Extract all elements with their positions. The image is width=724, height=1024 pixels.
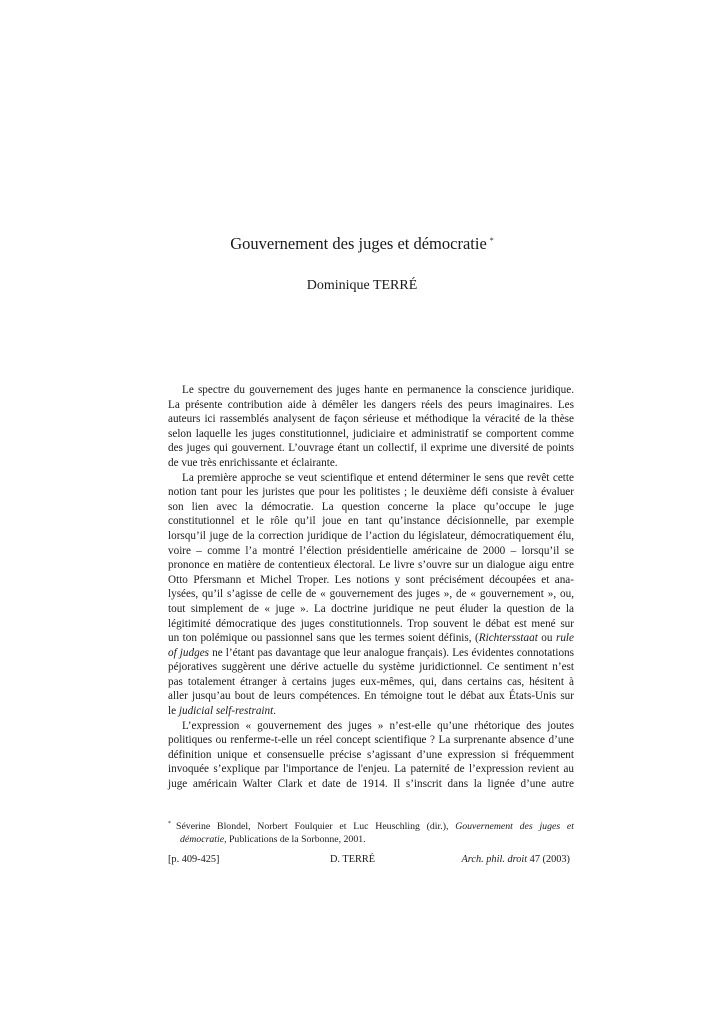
body-text: . (273, 705, 277, 718)
body-line: Le spectre du gouvernement des juges hante en permanence la conscience juridique. (182, 384, 574, 396)
body-text: ne l’étant pas davantage que leur analogue français). Les évidentes connotations (209, 646, 574, 659)
body-line: selon laquelle les juges constitutionnel, judiciaire et administratif se comportent comme (168, 427, 574, 440)
body-line: auteurs ici rassemblés analysent de façon sérieuse et méthodique la véracité de la thèse (168, 413, 574, 426)
body-line: définition unique et consensuelle précise s’agissant d’une expression si fréquemment (168, 748, 574, 761)
footnote (168, 818, 574, 846)
body-line: tout simplement de « juge ». La doctrine juridique ne peut éluder la question de la (168, 602, 574, 615)
body-line: son lien avec la démocratie. La question concerne la place qu’occupe le juge (168, 500, 574, 513)
journal-citation (462, 853, 571, 867)
body-line: lorsqu’il juge de la correction juridique de l’action du législateur, démocratiquement élu, (168, 529, 574, 542)
footnote-line (168, 818, 574, 833)
title-footnote-mark: * (489, 236, 494, 245)
article-author: Dominique TERRÉ (306, 278, 418, 293)
body-line: invoquée s’explique par l'importance de l'enjeu. La paternité de l’expression revient au (168, 763, 574, 776)
body-italic-term: judicial self-restraint (178, 705, 274, 718)
body-line: légitimité démocratique des juges constitutionnels. Trop souvent le débat est mené sur (168, 617, 574, 630)
body-text: le (168, 705, 179, 718)
body-line: prononce en matière de contentieux électoral. Le livre s’ouvre sur un dialogue aigu entre (168, 559, 574, 572)
body-line: voire – comme l’a montré l’élection présidentielle américaine de 2000 – lorsqu’il se (168, 544, 574, 557)
running-author: D. TERRÉ (330, 854, 376, 865)
body-line: notion tant pour les juristes que pour les politistes ; le deuxième défi consiste à évaluer (168, 486, 574, 499)
journal-volume-year: 47 (2003) (527, 854, 570, 865)
body-line: pas totalement étranger à certains juges eux-mêmes, qui, dans certains cas, hésitent à (168, 675, 574, 688)
body-line: constitutionnel et le rôle qu’il joue en tant qu’instance décisionnelle, par exemple (168, 515, 574, 528)
body-line: aller jusqu’au bout de leurs compétences. En témoigne tout le débat aux États-Unis sur (168, 690, 574, 703)
body-line (168, 646, 574, 661)
journal-name: Arch. phil. droit (461, 854, 528, 865)
article-title-text: Gouvernement des juges et démocratie (230, 234, 487, 253)
footnote-text: , Publications de la Sorbonne, 2001. (224, 834, 366, 845)
footnote-mark: * (168, 821, 171, 827)
body-line: La présente contribution aide à démêler les dangers réels des peurs imaginaires. Les (168, 398, 574, 411)
body-italic-term: of judges (168, 646, 210, 659)
footnote-book-title: démocratie (180, 834, 225, 845)
body-line: lysées, qu’il s’agisse de celle de « gouvernement des juges », de « gouvernement », ou, (168, 588, 574, 601)
body-line: Otto Pfersmann et Michel Troper. Les notions y sont précisément découpées et ana- (168, 573, 574, 586)
footnote-book-title: Gouvernement des juges et (455, 821, 574, 832)
body-line: des juges qui gouvernent. L’ouvrage étant un collectif, il exprime une diversité de points (168, 442, 574, 455)
footnote-line (168, 833, 574, 846)
body-line: L’expression « gouvernement des juges » n’est-elle qu’une rhétorique des joutes (182, 719, 574, 732)
body-line (168, 631, 574, 646)
body-text: un ton polémique ou passionnel sans que les termes soient définis, ( (168, 632, 479, 645)
body-line (168, 704, 574, 719)
body-line: de vue très enrichissante et éclairante. (168, 456, 338, 469)
body-line: juge américain Walter Clark et date de 1914. Il s’inscrit dans la lignée d’une autre (168, 778, 574, 791)
page-range: [p. 409-425] (168, 854, 220, 865)
body-line: politiques ou renferme-t-elle un réel concept scientifique ? La surprenante absence d’une (168, 734, 574, 747)
body-italic-term: rule (555, 632, 574, 645)
article-body (168, 383, 574, 792)
footnote-text: Séverine Blondel, Norbert Foulquier et Luc Heuschling (dir.), (176, 821, 456, 832)
article-title (0, 231, 724, 254)
body-line: La première approche se veut scientifique et entend déterminer le sens que revêt cette (182, 471, 574, 484)
body-text: ou (537, 632, 556, 645)
body-line: péjoratives suggèrent une dérive actuelle du système juridictionnel. Ce sentiment n’est (168, 661, 574, 674)
body-italic-term: Richtersstaat (478, 632, 538, 645)
